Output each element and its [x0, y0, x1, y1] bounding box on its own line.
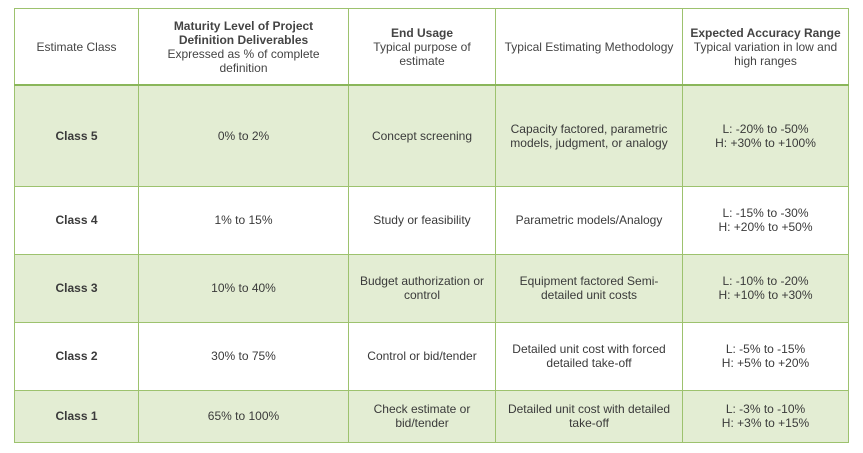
estimate-class-table — [14, 8, 849, 443]
header-methodology-title: Typical Estimating Methodology — [504, 39, 674, 54]
methodology-cell: Capacity factored, parametric models, judgment, or analogy — [496, 85, 683, 186]
table-row — [15, 390, 849, 442]
table-row — [15, 322, 849, 390]
table-row — [15, 186, 849, 254]
accuracy-high: H: +3% to +15% — [721, 416, 810, 430]
header-accuracy-range — [683, 9, 849, 86]
maturity-cell: 30% to 75% — [139, 322, 349, 390]
header-methodology — [496, 9, 683, 86]
header-end-usage-subtitle: Typical purpose of estimate — [373, 39, 471, 68]
estimate-class-cell: Class 1 — [15, 390, 139, 442]
header-end-usage — [349, 9, 496, 86]
header-accuracy-range-title: Expected Accuracy Range — [690, 25, 841, 40]
accuracy-range-cell — [683, 322, 849, 390]
estimate-class-cell: Class 3 — [15, 254, 139, 322]
estimate-class-cell: Class 4 — [15, 186, 139, 254]
estimate-class-cell: Class 5 — [15, 85, 139, 186]
accuracy-range-cell — [683, 390, 849, 442]
accuracy-range-cell — [683, 186, 849, 254]
methodology-cell: Detailed unit cost with detailed take-off — [496, 390, 683, 442]
estimate-class-cell: Class 2 — [15, 322, 139, 390]
accuracy-high: H: +30% to +100% — [715, 135, 816, 150]
header-estimate-class-title: Estimate Class — [36, 39, 117, 54]
end-usage-cell: Control or bid/tender — [349, 322, 496, 390]
maturity-cell: 0% to 2% — [139, 85, 349, 186]
table-row — [15, 254, 849, 322]
methodology-cell: Equipment factored Semi-detailed unit costs — [496, 254, 683, 322]
maturity-cell: 65% to 100% — [139, 390, 349, 442]
accuracy-high: H: +10% to +30% — [718, 288, 813, 302]
end-usage-cell: Concept screening — [349, 85, 496, 186]
table-row — [15, 85, 849, 186]
accuracy-high: H: +5% to +20% — [721, 356, 810, 370]
accuracy-low: L: -5% to -15% — [725, 342, 806, 356]
accuracy-low: L: -20% to -50% — [722, 121, 809, 136]
accuracy-low: L: -15% to -30% — [722, 206, 809, 220]
end-usage-cell: Budget authorization or control — [349, 254, 496, 322]
methodology-cell: Detailed unit cost with forced detailed take-off — [496, 322, 683, 390]
header-maturity-level-title: Maturity Level of Project Definition Deliverables — [173, 18, 314, 47]
accuracy-low: L: -10% to -20% — [722, 274, 809, 288]
maturity-cell: 10% to 40% — [139, 254, 349, 322]
header-maturity-level-subtitle: Expressed as % of complete definition — [167, 46, 320, 75]
accuracy-high: H: +20% to +50% — [718, 220, 813, 234]
maturity-cell: 1% to 15% — [139, 186, 349, 254]
end-usage-cell: Check estimate or bid/tender — [349, 390, 496, 442]
accuracy-low: L: -3% to -10% — [725, 402, 806, 416]
accuracy-range-cell — [683, 254, 849, 322]
header-row — [15, 9, 849, 86]
end-usage-cell: Study or feasibility — [349, 186, 496, 254]
table-body — [15, 85, 849, 442]
methodology-cell: Parametric models/Analogy — [496, 186, 683, 254]
accuracy-range-cell — [683, 85, 849, 186]
header-estimate-class — [15, 9, 139, 86]
header-accuracy-range-subtitle: Typical variation in low and high ranges — [693, 39, 838, 68]
header-maturity-level — [139, 9, 349, 86]
table-header — [15, 9, 849, 86]
header-end-usage-title: End Usage — [390, 25, 453, 40]
